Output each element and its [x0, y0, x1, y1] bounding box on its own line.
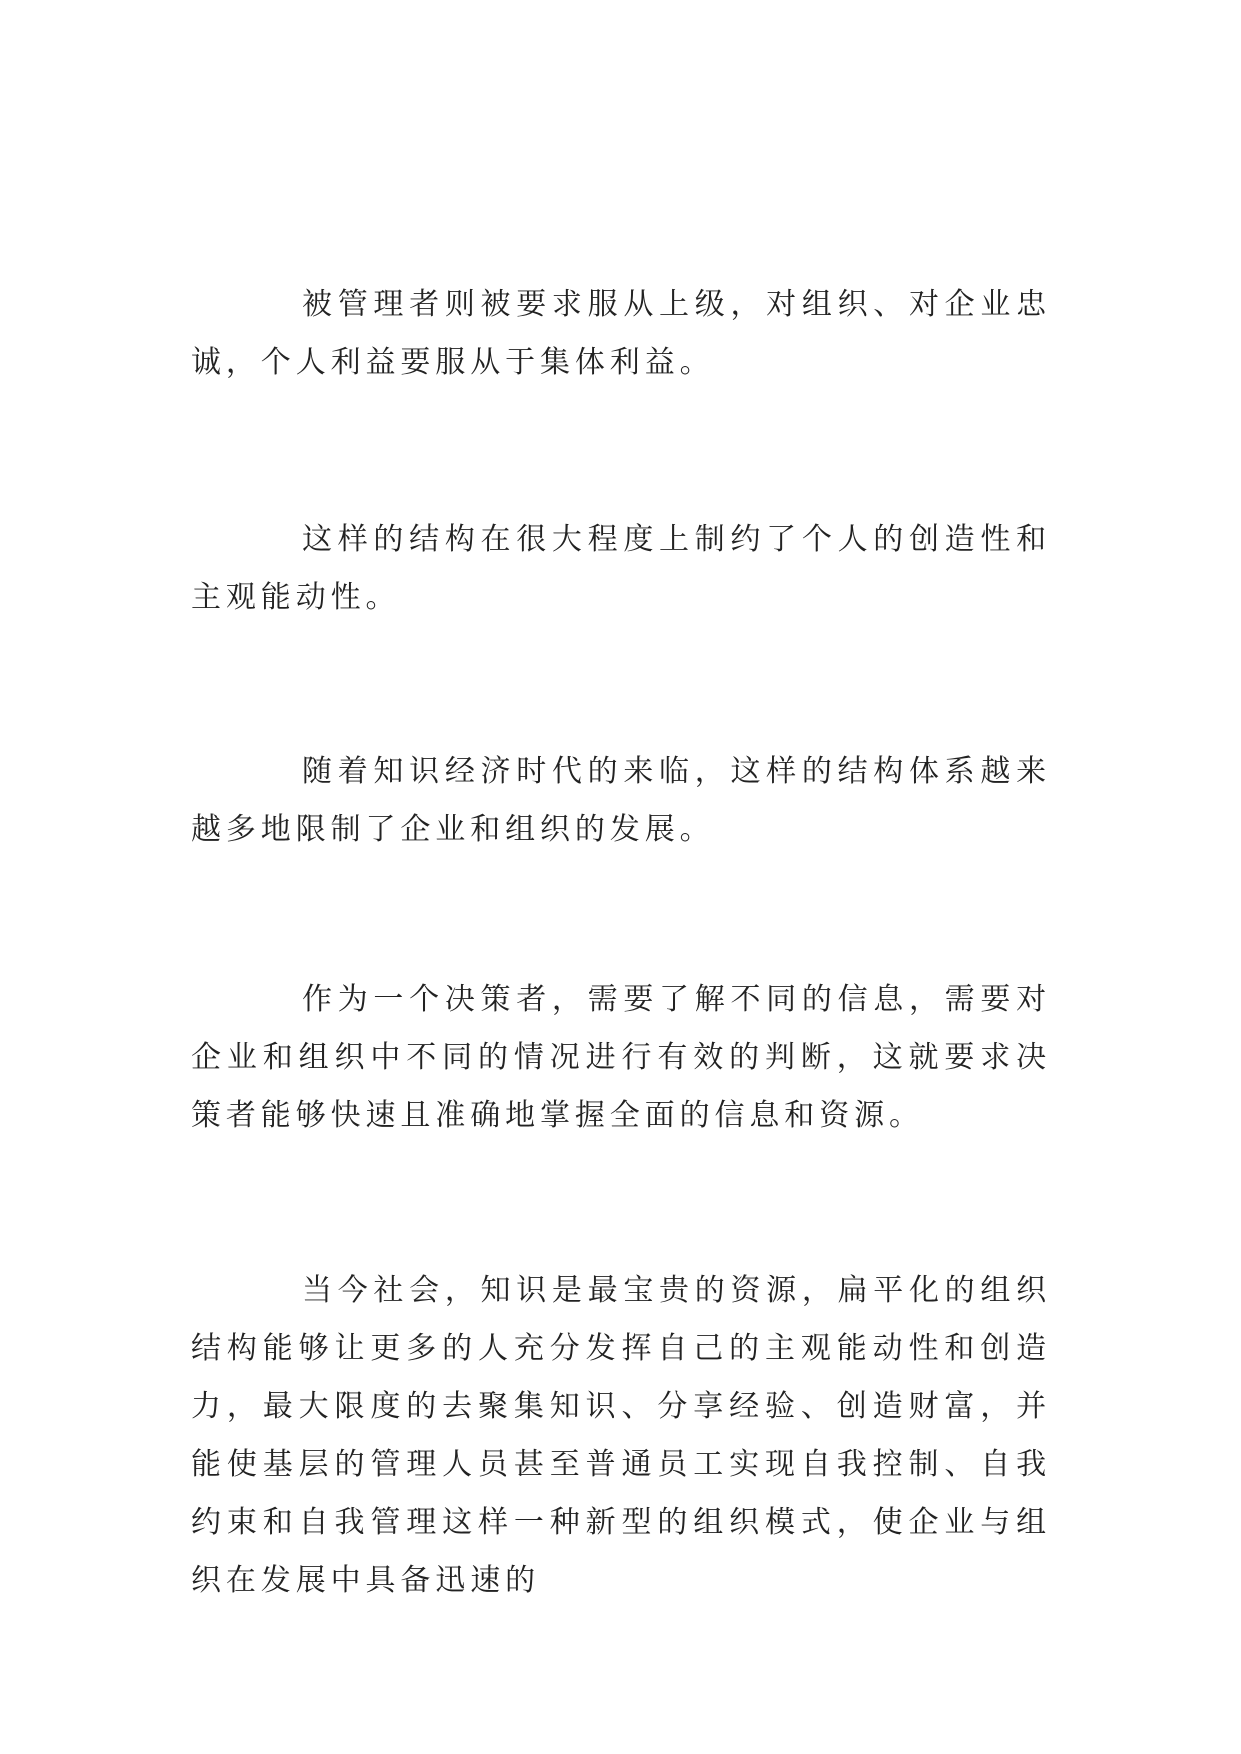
paragraph-2: 这样的结构在很大程度上制约了个人的创造性和主观能动性。 [191, 522, 1051, 615]
paragraph-4: 作为一个决策者，需要了解不同的信息，需要对企业和组织中不同的情况进行有效的判断，这就要求决策者能够快速且准确地掌握全面的信息和资源。 [191, 982, 1051, 1133]
paragraph-5: 当今社会，知识是最宝贵的资源，扁平化的组织结构能够让更多的人充分发挥自己的主观能动性和创造力，最大限度的去聚集知识、分享经验、创造财富，并能使基层的管理人员甚至普通员工实现自我控制、自我约束和自我管理这样一种新型的组织模式，使企业与组织在发展中具备迅速的 [191, 1273, 1051, 1598]
paragraph-1: 被管理者则被要求服从上级，对组织、对企业忠诚，个人利益要服从于集体利益。 [191, 287, 1051, 380]
paragraph-3: 随着知识经济时代的来临，这样的结构体系越来越多地限制了企业和组织的发展。 [191, 754, 1051, 847]
